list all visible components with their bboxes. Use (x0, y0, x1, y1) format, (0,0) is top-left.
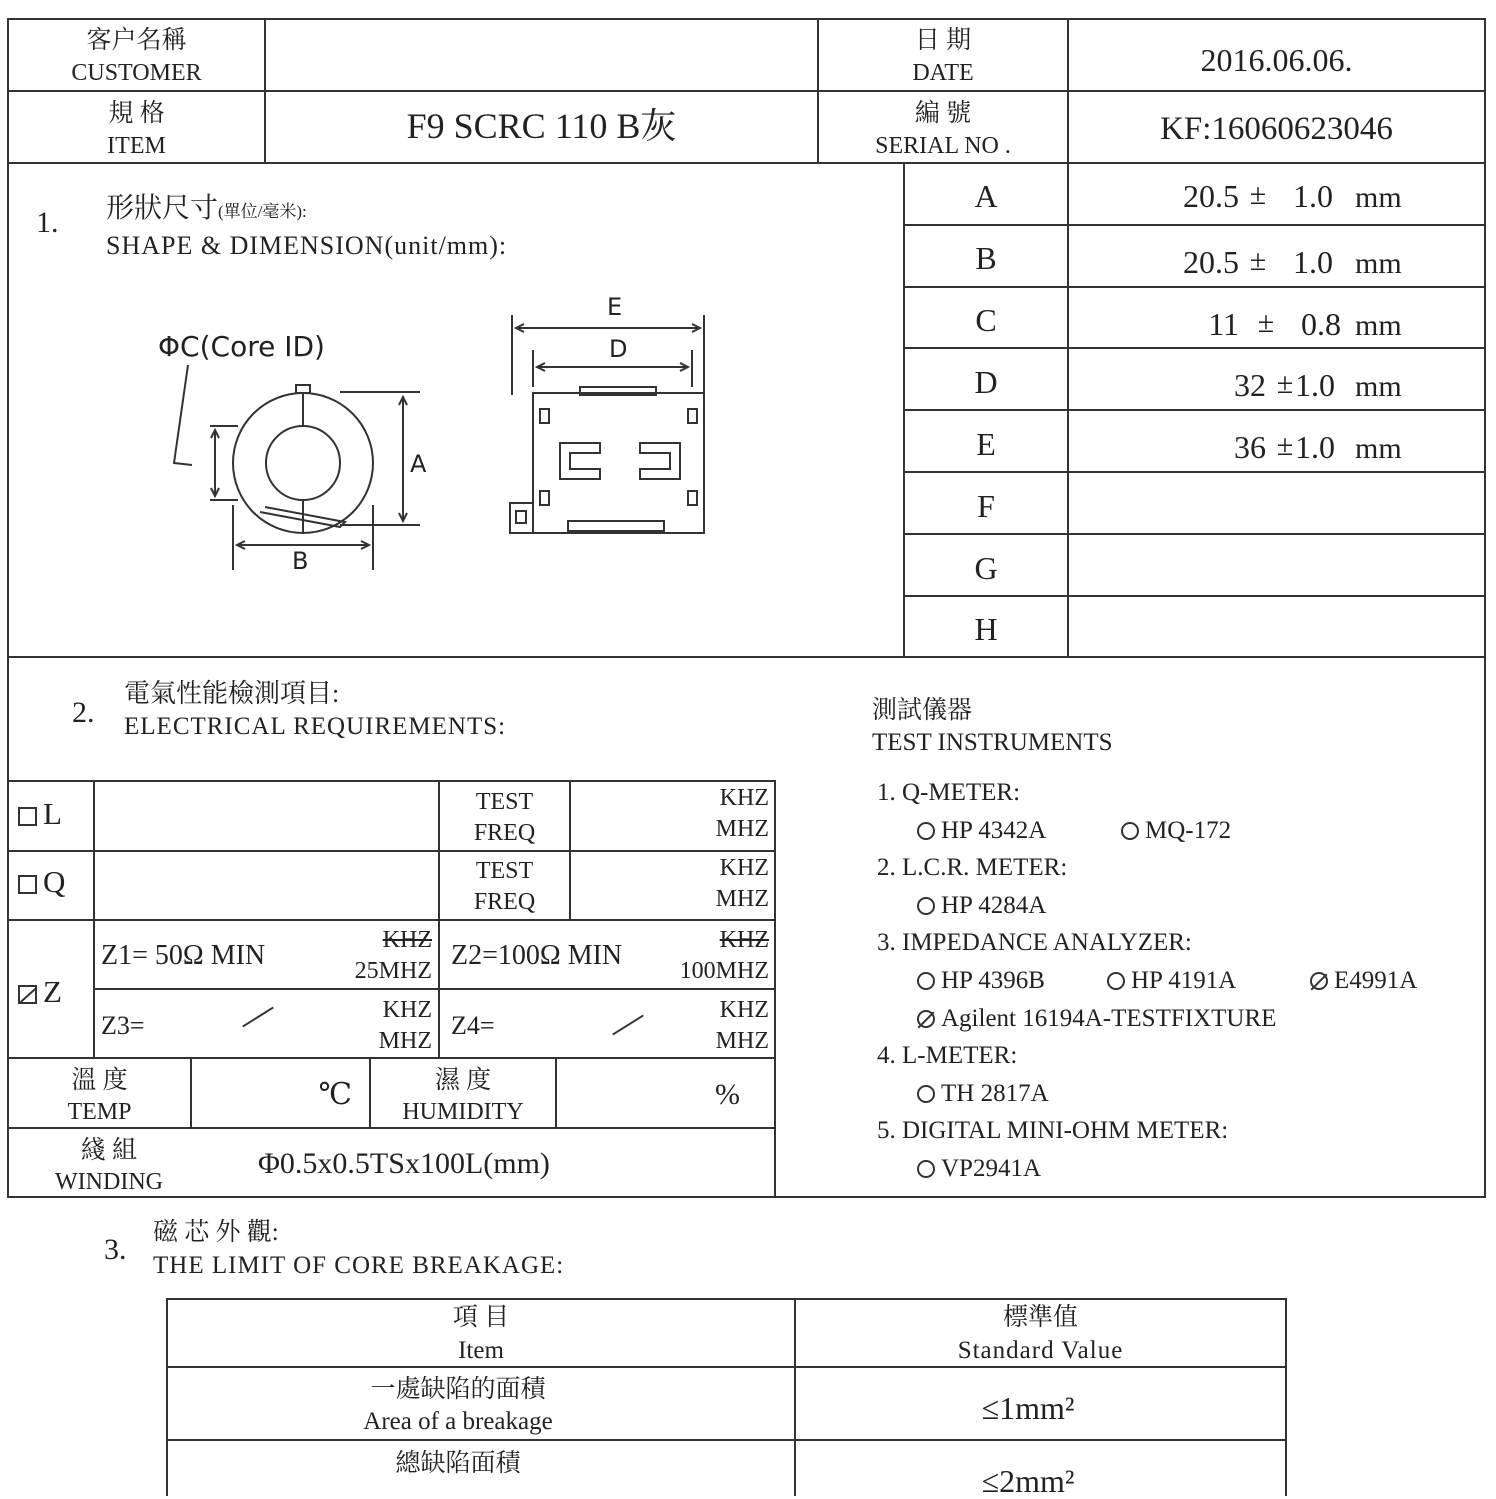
breakage-col-item-en: Item (458, 1337, 504, 1364)
dimension-row-unit: mm (1355, 181, 1402, 214)
date-value: 2016.06.06. (1200, 42, 1353, 78)
l-test-label: TEST (475, 789, 534, 815)
humidity-label-zh: 濕 度 (434, 1067, 492, 1094)
dimension-row-unit: mm (1355, 247, 1402, 280)
z-row-label (18, 976, 62, 1007)
dimension-row-label: D (974, 364, 998, 400)
temp-unit: ℃ (318, 1078, 352, 1111)
dimension-e-label: E (607, 293, 623, 321)
l-label: L (43, 796, 62, 831)
section2-title-en: ELECTRICAL REQUIREMENTS: (124, 713, 507, 740)
z4-slash (612, 1015, 644, 1036)
winding-label-en: WINDING (55, 1169, 163, 1195)
dimension-row-label: F (977, 488, 995, 524)
dimension-row (905, 597, 1484, 657)
humidity-label-en: HUMIDITY (402, 1099, 524, 1125)
breakage-row2-value: ≤2mm² (981, 1463, 1075, 1499)
section2-number: 2. (72, 696, 95, 729)
dimension-row (905, 535, 1484, 597)
dimension-row-value: 36 (1234, 429, 1266, 465)
dimension-row-label: G (974, 550, 998, 586)
q-meter-heading: 1. Q-METER: (877, 779, 1021, 806)
serial-label-en: SERIAL NO . (875, 133, 1011, 159)
temp-label-en: TEMP (67, 1099, 132, 1125)
z-checkbox[interactable] (18, 985, 37, 1004)
dimension-row-label: B (975, 240, 997, 276)
section1-title-zh (106, 195, 307, 223)
section1-number: 1. (36, 206, 59, 239)
z3-mhz-unit: MHZ (378, 1028, 432, 1054)
z4-spec: Z4= (451, 1011, 495, 1040)
dimension-row-pm: ± (1257, 306, 1275, 339)
item-label-zh: 規 格 (108, 100, 165, 127)
q-checkbox[interactable] (18, 875, 37, 894)
dimension-row-label: A (974, 178, 998, 214)
section1-title-en: SHAPE & DIMENSION(unit/mm): (106, 231, 508, 260)
core-id-label: ΦC(Core ID) (158, 330, 325, 363)
z-label: Z (43, 974, 62, 1009)
breakage-row1-en: Area of a breakage (363, 1408, 553, 1435)
q-khz-unit: KHZ (719, 855, 769, 881)
radio-hp4191a[interactable] (1107, 972, 1125, 990)
dimension-row-value: 32 (1234, 367, 1266, 403)
section2-title-zh: 電氣性能檢測項目: (124, 679, 340, 708)
section1-title-zh-unit: (單位/毫米): (218, 202, 307, 221)
section3-number: 3. (104, 1233, 127, 1266)
option-hp4342a[interactable] (917, 818, 1046, 843)
option-hp4191a-label: HP 4191A (1131, 967, 1237, 994)
option-e4991a-label: E4991A (1334, 967, 1418, 994)
option-hp4342a-label: HP 4342A (941, 817, 1047, 844)
breakage-row2-zh: 總缺陷面積 (395, 1450, 521, 1477)
item-label-en: ITEM (107, 133, 166, 159)
radio-hp4396b[interactable] (917, 972, 935, 990)
dimension-row-pm: ± (1276, 367, 1294, 400)
breakage-row1-value: ≤1mm² (981, 1390, 1075, 1426)
dimension-row-unit: mm (1355, 432, 1402, 465)
option-hp4191a[interactable] (1107, 968, 1236, 993)
z1-freq: 25MHZ (354, 958, 432, 984)
dimension-row-unit: mm (1355, 370, 1402, 403)
l-freq-label: FREQ (473, 820, 536, 846)
instruments-title-zh: 測試儀器 (872, 697, 973, 724)
winding-value: Φ0.5x0.5TSx100L(mm) (258, 1147, 550, 1180)
option-agilent-label: Agilent 16194A-TESTFIXTURE (941, 1005, 1277, 1032)
option-mq172-label: MQ-172 (1145, 817, 1232, 844)
radio-e4991a-selected[interactable] (1310, 972, 1328, 990)
option-vp2941a[interactable] (917, 1156, 1041, 1181)
l-row-label (18, 798, 62, 829)
date-label-en: DATE (912, 60, 974, 86)
option-hp4396b-label: HP 4396B (941, 967, 1045, 994)
serial-label-zh: 編 號 (914, 100, 972, 127)
dimension-row-value: 20.5 (1183, 244, 1239, 280)
dimension-row-tol: 1.0 (1295, 367, 1335, 403)
customer-label-en: CUSTOMER (71, 60, 202, 86)
dimension-row-label: E (976, 426, 996, 462)
option-th2817a-label: TH 2817A (941, 1080, 1049, 1107)
dimension-a-label: A (410, 450, 427, 478)
dimension-row (905, 164, 1484, 226)
z1-spec: Z1= 50Ω MIN (101, 940, 266, 971)
dimension-row-tol: 1.0 (1293, 178, 1333, 214)
radio-hp4342a[interactable] (917, 822, 935, 840)
q-row-label (18, 866, 65, 897)
z4-khz-unit: KHZ (719, 997, 769, 1023)
item-value: F9 SCRC 110 B灰 (406, 106, 677, 146)
dimension-row-unit: mm (1355, 309, 1402, 342)
l-khz-unit: KHZ (719, 785, 769, 811)
impedance-analyzer-heading: 3. IMPEDANCE ANALYZER: (877, 929, 1192, 956)
q-label: Q (43, 864, 66, 899)
date-label-zh: 日 期 (914, 27, 972, 54)
l-mhz-unit: MHZ (715, 816, 769, 842)
radio-th2817a[interactable] (917, 1085, 935, 1103)
dimension-row-tol: 1.0 (1293, 244, 1333, 280)
option-e4991a[interactable] (1310, 968, 1417, 993)
section3-title-zh: 磁 芯 外 觀: (153, 1219, 279, 1246)
z4-mhz-unit: MHZ (715, 1028, 769, 1054)
option-mq172[interactable] (1121, 818, 1231, 843)
option-hp4396b[interactable] (917, 968, 1045, 993)
dimension-row-tol: 1.0 (1295, 429, 1335, 465)
z1-khz-unit: KHZ (382, 927, 432, 953)
option-vp2941a-label: VP2941A (941, 1155, 1042, 1182)
lcr-meter-heading: 2. L.C.R. METER: (877, 854, 1068, 881)
z3-slash (242, 1007, 274, 1028)
dimension-row (905, 288, 1484, 349)
z2-freq: 100MHZ (679, 958, 769, 984)
radio-hp4284a[interactable] (917, 897, 935, 915)
dimension-row-pm: ± (1276, 429, 1294, 462)
section1-title-zh-main: 形狀尺寸 (106, 193, 219, 224)
q-mhz-unit: MHZ (715, 886, 769, 912)
dimension-row-value: 20.5 (1183, 178, 1239, 214)
ohm-meter-heading: 5. DIGITAL MINI-OHM METER: (877, 1117, 1229, 1144)
option-th2817a[interactable] (917, 1081, 1049, 1106)
humidity-unit: % (715, 1078, 740, 1111)
z3-spec: Z3= (101, 1011, 145, 1040)
dimension-b-label: B (292, 547, 309, 575)
radio-mq172[interactable] (1121, 822, 1139, 840)
breakage-row1-zh: 一處缺陷的面積 (370, 1376, 546, 1403)
option-hp4284a[interactable] (917, 893, 1046, 918)
z2-spec: Z2=100Ω MIN (451, 940, 623, 971)
section3-title-en: THE LIMIT OF CORE BREAKAGE: (153, 1252, 565, 1279)
dimension-row (905, 349, 1484, 411)
dimension-row-tol: 0.8 (1301, 306, 1341, 342)
q-test-label: TEST (475, 858, 534, 884)
breakage-col-standard-zh: 標準值 (1002, 1304, 1078, 1331)
q-freq-label: FREQ (473, 889, 536, 915)
breakage-col-standard-en: Standard Value (957, 1337, 1124, 1364)
z3-khz-unit: KHZ (382, 997, 432, 1023)
customer-label-zh: 客户名稱 (86, 27, 187, 54)
dimension-row-pm: ± (1249, 244, 1267, 277)
dimension-row-pm: ± (1249, 178, 1267, 211)
radio-agilent-selected[interactable] (917, 1010, 935, 1028)
dimension-d-label: D (609, 335, 628, 363)
option-hp4284a-label: HP 4284A (941, 892, 1047, 919)
dimension-row-label: C (975, 302, 997, 338)
winding-label-zh: 綫 組 (80, 1137, 138, 1164)
dimension-row (905, 226, 1484, 288)
dimension-row (905, 411, 1484, 473)
z2-khz-unit: KHZ (719, 927, 769, 953)
breakage-col-item-zh: 項 目 (452, 1304, 510, 1331)
core-drawing (140, 295, 880, 615)
temp-label-zh: 溫 度 (71, 1067, 128, 1094)
l-meter-heading: 4. L-METER: (877, 1042, 1018, 1069)
option-agilent[interactable] (917, 1006, 1276, 1031)
dimension-row (905, 473, 1484, 535)
l-checkbox[interactable] (18, 807, 37, 826)
radio-vp2941a[interactable] (917, 1160, 935, 1178)
serial-value: KF:16060623046 (1160, 111, 1393, 147)
dimension-row-label: H (974, 611, 998, 647)
dimension-row-value: 11 (1208, 306, 1239, 342)
instruments-title-en: TEST INSTRUMENTS (872, 729, 1113, 756)
